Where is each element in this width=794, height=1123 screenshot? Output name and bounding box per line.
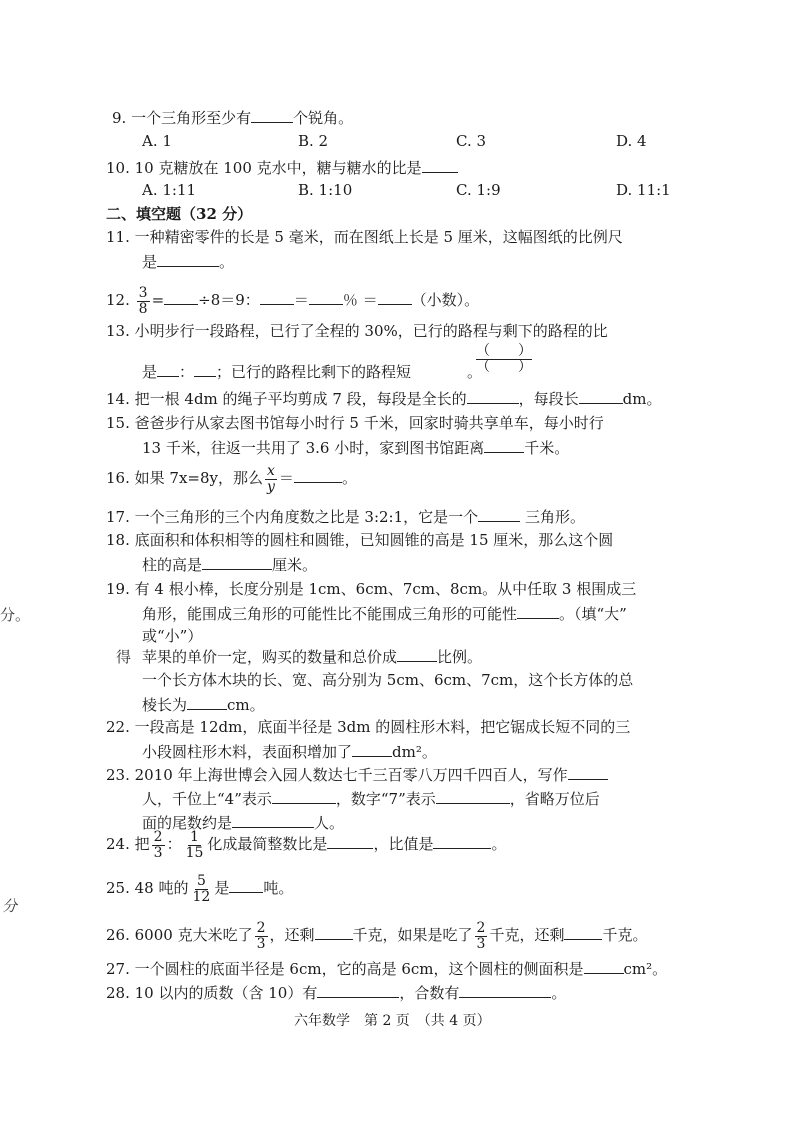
question-text: 把: [134, 835, 150, 853]
fraction: [137, 286, 150, 317]
answer-blank: [579, 388, 623, 404]
question-number: 13.: [106, 322, 130, 340]
question-text: 是: [142, 253, 158, 271]
question-text: 千克，如果是吃了: [352, 926, 473, 944]
fraction: [255, 921, 268, 952]
question-number: 18.: [106, 531, 130, 549]
answer-blank: [467, 388, 519, 404]
question-text: 千米。: [524, 439, 570, 457]
question-26: [106, 917, 648, 953]
question-text: 小段圆柱形木料，表面积增加了: [142, 743, 353, 761]
fraction: [152, 830, 165, 861]
question-text: 一种精密零件的长是 5 毫米，而在图纸上长是 5 厘米，这幅图纸的比例尺: [134, 228, 623, 246]
question-text: 。: [467, 363, 483, 381]
answer-blank: [317, 982, 399, 998]
option-d: D. 11:1: [616, 181, 671, 199]
answer-blank: [164, 289, 198, 305]
question-text: 13 千米，往返一共用了 3.6 小时，家到图书馆距离: [142, 439, 485, 457]
question-number: 22.: [106, 718, 130, 736]
question-text: ：: [179, 363, 195, 381]
fraction-denominator: （ ）: [476, 359, 532, 375]
question-text: 化成最简整数比是: [207, 835, 328, 853]
answer-blank: [251, 107, 293, 123]
question-14: [106, 388, 661, 409]
question-text: ；已行的路程比剩下的路程短: [216, 363, 412, 381]
paren-fraction: [476, 344, 532, 375]
question-text: 一个长方体木块的长、宽、高分别为 5cm、6cm、7cm，这个长方体的总: [142, 671, 634, 689]
question-text: ÷8＝9：: [198, 291, 260, 309]
question-15-line2: [142, 437, 569, 458]
question-text: 底面积和体积相等的圆柱和圆锥，已知圆锥的高是 15 厘米，那么这个圆: [134, 531, 614, 549]
fraction: [184, 830, 206, 861]
question-text: 吨。: [263, 879, 294, 897]
fraction: [191, 874, 213, 905]
question-text: 人。: [314, 814, 345, 832]
question-text: 小明步行一段路程，已行了全程的 30%，已行的路程与剩下的路程的比: [134, 322, 608, 340]
margin-mark: 分。: [0, 606, 31, 624]
question-number: 15.: [106, 414, 130, 432]
answer-blank: [433, 833, 491, 849]
question-text: 个锐角。: [293, 109, 354, 127]
question-text: 有 4 根小棒，长度分别是 1cm、6cm、7cm、8cm。从中任取 3 根围成三: [134, 580, 637, 598]
option-b: B. 2: [298, 132, 329, 150]
fraction: [475, 921, 488, 952]
question-text: ，每段长: [518, 390, 579, 408]
question-text: 棱长为: [142, 696, 188, 714]
section-title: 二、填空题（32 分）: [106, 205, 253, 223]
question-text: 厘米。: [272, 556, 318, 574]
question-number: 26.: [106, 926, 130, 944]
question-text: 。: [341, 469, 357, 487]
fraction-numerator: x: [267, 462, 275, 479]
fraction-denominator: 3: [256, 935, 266, 952]
question-text: ，省略万位后: [509, 790, 600, 808]
question-text: 。: [491, 835, 507, 853]
question-text: 苹果的单价一定，购买的数量和总价成: [142, 648, 398, 666]
question-12: [106, 283, 479, 317]
question-text: 千克，还剩: [489, 926, 565, 944]
question-number: 27.: [106, 960, 130, 978]
question-22: [106, 717, 630, 737]
question-19-line2: [142, 603, 627, 624]
answer-blank: [397, 646, 437, 662]
question-text: 如果 7x=8y，那么: [134, 469, 263, 487]
question-21: [142, 670, 633, 690]
question-text: 一段高是 12dm，底面半径是 3dm 的圆柱形木料，把它锯成长短不同的三: [134, 718, 631, 736]
question-text: ，还剩: [269, 926, 315, 944]
option-b: B. 1:10: [298, 181, 353, 199]
fraction-denominator: y: [267, 478, 275, 495]
question-text: ％ ＝: [342, 291, 378, 309]
question-text: 10 克糖放在 100 克水中，糖与糖水的比是: [134, 159, 422, 177]
question-number: 11.: [106, 228, 130, 246]
question-23: [106, 764, 608, 785]
option-a: A. 1: [142, 132, 172, 150]
question-text: 把一根 4dm 的绳子平均剪成 7 段，每段是全长的: [134, 390, 467, 408]
answer-blank: [260, 289, 294, 305]
answer-blank: [584, 958, 624, 974]
question-9: [112, 107, 353, 128]
question-text: 比例。: [437, 648, 483, 666]
question-18: [106, 530, 613, 550]
question-text: 人，千位上“4”表示: [142, 790, 272, 808]
question-text: 一个三角形至少有: [131, 109, 252, 127]
question-text: 是: [142, 363, 158, 381]
answer-blank: [194, 361, 216, 377]
answer-blank: [484, 437, 524, 453]
question-text: 2010 年上海世博会入园人数达七千三百零八万四千四百人，写作: [134, 766, 568, 784]
question-10: [106, 157, 458, 178]
question-text: 是: [214, 879, 230, 897]
question-19: [106, 579, 636, 599]
question-text: 6000 克大米吃了: [134, 926, 253, 944]
question-text: 。: [219, 253, 235, 271]
question-text: cm²。: [623, 960, 668, 978]
fraction-numerator: 1: [190, 828, 199, 845]
question-number: 25.: [106, 879, 130, 897]
answer-blank: [352, 741, 392, 757]
question-text: 千克。: [602, 926, 648, 944]
answer-blank: [309, 289, 343, 305]
answer-blank: [327, 833, 373, 849]
question-16: [106, 461, 357, 495]
question-text: （小数）。: [411, 291, 480, 309]
question-25: [106, 870, 293, 906]
question-text: ，比值是: [373, 835, 434, 853]
question-text: 爸爸步行从家去图书馆每小时行 5 千米，回家时骑共享单车，每小时行: [134, 414, 604, 432]
answer-blank: [187, 694, 227, 710]
question-17: [106, 506, 585, 527]
question-15: [106, 413, 604, 433]
answer-blank: [517, 603, 559, 619]
question-text: 柱的高是: [142, 556, 203, 574]
question-text: dm。: [622, 390, 662, 408]
fraction-numerator: 3: [138, 284, 148, 301]
question-13-line2: [142, 361, 482, 382]
fraction-denominator: 15: [185, 844, 204, 861]
question-21-line2: [142, 694, 265, 715]
question-23-line2: [142, 788, 600, 809]
fraction-denominator: 8: [138, 300, 148, 317]
option-d: D. 4: [616, 132, 647, 150]
option-c: C. 1:9: [456, 181, 501, 199]
answer-blank: [378, 289, 412, 305]
fraction: [265, 464, 277, 495]
fraction-denominator: 12: [192, 888, 211, 905]
question-text: ＝: [293, 291, 309, 309]
fraction-numerator: 2: [476, 919, 486, 936]
question-number: 17.: [106, 508, 130, 526]
question-text: 10 以内的质数（含 10）有: [134, 984, 318, 1002]
question-text: 一个三角形的三个内角度数之比是 3:2:1，它是一个: [134, 508, 479, 526]
question-text: ：: [166, 835, 182, 853]
option-a: A. 1:11: [142, 181, 197, 199]
question-number: 9.: [112, 109, 127, 127]
question-text: 三角形。: [524, 508, 585, 526]
question-11: [106, 227, 623, 247]
question-text: dm²。: [392, 743, 437, 761]
question-20: [142, 646, 482, 667]
answer-blank: [564, 924, 602, 940]
answer-blank: [272, 788, 336, 804]
question-text: 面的尾数约是: [142, 814, 233, 832]
question-number: 28.: [106, 984, 130, 1002]
question-19-line3: 或“小”）: [142, 627, 203, 645]
question-text: ＝: [278, 469, 294, 487]
answer-blank: [568, 764, 608, 780]
question-text: 一个圆柱的底面半径是 6cm，它的高是 6cm，这个圆柱的侧面积是: [134, 960, 584, 978]
answer-blank: [459, 982, 551, 998]
question-number: 19.: [106, 580, 130, 598]
answer-blank: [202, 554, 272, 570]
question-text: 48 吨的: [134, 879, 189, 897]
fraction-numerator: （ ）: [476, 343, 532, 359]
answer-blank: [294, 467, 342, 483]
answer-blank: [315, 924, 353, 940]
answer-blank: [478, 506, 520, 522]
question-text: =: [151, 291, 165, 309]
fraction-numerator: 2: [256, 919, 266, 936]
page-footer: 六年数学 第 2 页 （共 4 页）: [294, 1013, 491, 1029]
question-18-line2: [142, 554, 317, 575]
question-text: 角形，能围成三角形的可能性比不能围成三角形的可能性: [142, 605, 518, 623]
question-text: 。: [551, 984, 567, 1002]
question-text: 。（填“大”: [559, 605, 627, 623]
question-number: 23.: [106, 766, 130, 784]
question-number: 12.: [106, 291, 130, 309]
question-number: 14.: [106, 390, 130, 408]
answer-blank: [229, 877, 263, 893]
answer-blank: [157, 251, 219, 267]
question-text: ，数字“7”表示: [335, 790, 436, 808]
question-number: 24.: [106, 835, 130, 853]
fraction-numerator: 5: [196, 872, 206, 889]
margin-mark: 分: [2, 897, 18, 915]
answer-blank: [157, 361, 179, 377]
question-22-line2: [142, 741, 437, 762]
question-number: 16.: [106, 469, 130, 487]
question-28: [106, 982, 566, 1003]
question-number: 10.: [106, 159, 130, 177]
question-24: [106, 826, 506, 862]
margin-mark: 得: [116, 648, 132, 666]
answer-blank: [422, 157, 458, 173]
question-13: [106, 321, 608, 341]
option-c: C. 3: [456, 132, 487, 150]
question-11-line2: [142, 251, 234, 272]
question-text: ，合数有: [399, 984, 460, 1002]
fraction-numerator: 2: [153, 828, 163, 845]
answer-blank: [436, 788, 510, 804]
fraction-denominator: 3: [476, 935, 486, 952]
question-27: [106, 958, 667, 979]
question-text: cm。: [227, 696, 265, 714]
fraction-denominator: 3: [153, 844, 163, 861]
